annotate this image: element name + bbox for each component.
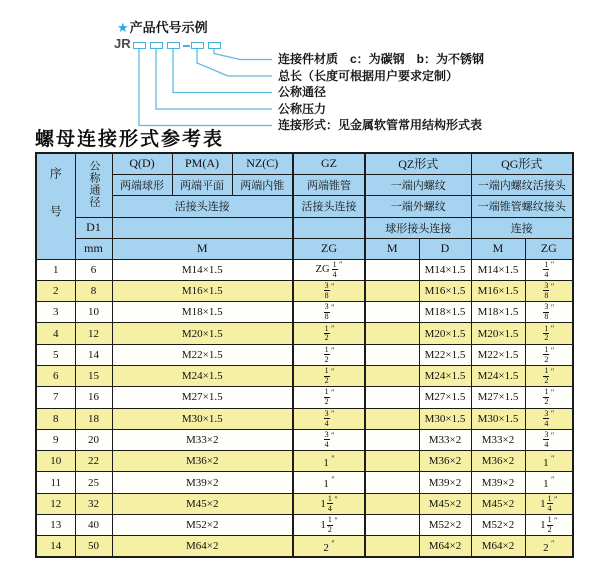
header-unit-m: M <box>112 238 293 259</box>
header-seq: 序号 <box>36 153 75 259</box>
header-dn: 公称通径 <box>75 153 112 217</box>
cell-seq: 6 <box>36 365 75 386</box>
cell-qz-d: M45×2 <box>419 493 471 514</box>
cell-qg-zg: $\frac{1}{4}$ ″ <box>525 259 573 280</box>
header-end-gz: 两端锥管 <box>293 174 365 195</box>
cell-gz-zg: $\frac{1}{2}$ ″ <box>293 323 365 344</box>
cell-qg-zg: $\frac{1}{2}$ ″ <box>525 344 573 365</box>
product-code-prefix: JR <box>114 36 131 51</box>
cell-qg-m: M20×1.5 <box>471 323 525 344</box>
cell-gz-zg: 1 $\frac{1}{4}$ ″ <box>293 493 365 514</box>
cell-dn: 18 <box>75 408 112 429</box>
cell-m: M39×2 <box>112 472 293 493</box>
code-box-5 <box>208 42 221 49</box>
cell-dn: 14 <box>75 344 112 365</box>
cell-qz-d: M27×1.5 <box>419 387 471 408</box>
cell-seq: 5 <box>36 344 75 365</box>
cell-qz-m <box>365 344 419 365</box>
cell-dn: 12 <box>75 323 112 344</box>
cell-seq: 2 <box>36 280 75 301</box>
cell-dn: 20 <box>75 429 112 450</box>
table-row <box>36 429 573 450</box>
table-row <box>36 408 573 429</box>
header-unit-qz-m: M <box>365 238 419 259</box>
cell-gz-zg: ZG $\frac{1}{4}$ ″ <box>293 259 365 280</box>
cell-seq: 1 <box>36 259 75 280</box>
cell-m: M52×2 <box>112 515 293 536</box>
cell-gz-zg: $\frac{3}{4}$ ″ <box>293 429 365 450</box>
cell-dn: 15 <box>75 365 112 386</box>
cell-m: M45×2 <box>112 493 293 514</box>
cell-qz-d: M16×1.5 <box>419 280 471 301</box>
cell-qg-m: M16×1.5 <box>471 280 525 301</box>
legend-label-connection-form: 连接形式：见金属软管常用结构形式表 <box>278 118 483 132</box>
cell-seq: 14 <box>36 536 75 557</box>
cell-gz-zg: $\frac{1}{2}$ ″ <box>293 344 365 365</box>
cell-qz-d: M36×2 <box>419 451 471 472</box>
header-unit-qg-zg: ZG <box>525 238 573 259</box>
header-conn2-qg: 连接 <box>471 217 573 238</box>
cell-seq: 11 <box>36 472 75 493</box>
cell-dn: 25 <box>75 472 112 493</box>
header-unit-qg-m: M <box>471 238 525 259</box>
header-end-qg: 一端内螺纹活接头 <box>471 174 573 195</box>
header-d1: D1 <box>75 217 112 238</box>
legend-label-nominal-pressure: 公称压力 <box>278 101 327 116</box>
table-row <box>36 493 573 514</box>
table-row <box>36 302 573 323</box>
cell-dn: 10 <box>75 302 112 323</box>
code-box-1 <box>133 42 146 49</box>
cell-qz-m <box>365 387 419 408</box>
cell-m: M30×1.5 <box>112 408 293 429</box>
cell-qz-m <box>365 323 419 344</box>
cell-seq: 13 <box>36 515 75 536</box>
cell-qz-d: M18×1.5 <box>419 302 471 323</box>
cell-qz-d: M22×1.5 <box>419 344 471 365</box>
star-icon: ★ <box>117 20 129 35</box>
cell-dn: 16 <box>75 387 112 408</box>
cell-qz-d: M52×2 <box>419 515 471 536</box>
cell-qz-m <box>365 408 419 429</box>
header-conn2-qz: 球形接头连接 <box>365 217 471 238</box>
cell-qg-zg: 2 ″ <box>525 536 573 557</box>
cell-qz-d: M20×1.5 <box>419 323 471 344</box>
cell-gz-zg: $\frac{3}{8}$ ″ <box>293 302 365 323</box>
cell-qz-m <box>365 280 419 301</box>
cell-m: M18×1.5 <box>112 302 293 323</box>
header-code-qz: QZ形式 <box>365 153 471 174</box>
cell-dn: 50 <box>75 536 112 557</box>
cell-qz-m <box>365 365 419 386</box>
cell-m: M14×1.5 <box>112 259 293 280</box>
header-conn-qg: 一端锥管螺纹接头 <box>471 195 573 217</box>
cell-gz-zg: $\frac{1}{2}$ ″ <box>293 387 365 408</box>
header-conn-qpn: 活接头连接 <box>112 195 293 217</box>
cell-dn: 32 <box>75 493 112 514</box>
code-dash <box>183 45 190 47</box>
table-body <box>36 259 573 557</box>
table-row <box>36 259 573 280</box>
cell-qz-d: M30×1.5 <box>419 408 471 429</box>
cell-m: M16×1.5 <box>112 280 293 301</box>
cell-gz-zg: 1 ″ <box>293 472 365 493</box>
cell-m: M33×2 <box>112 429 293 450</box>
product-code-title <box>117 17 208 36</box>
table-row <box>36 387 573 408</box>
cell-qz-m <box>365 302 419 323</box>
cell-qz-d: M33×2 <box>419 429 471 450</box>
header-code-nz: NZ(C) <box>232 153 293 174</box>
cell-qg-m: M24×1.5 <box>471 365 525 386</box>
table-row <box>36 280 573 301</box>
cell-qg-zg: $\frac{3}{8}$ ″ <box>525 302 573 323</box>
cell-qz-d: M39×2 <box>419 472 471 493</box>
header-code-qg: QG形式 <box>471 153 573 174</box>
cell-seq: 9 <box>36 429 75 450</box>
cell-seq: 12 <box>36 493 75 514</box>
cell-gz-zg: 1 $\frac{1}{2}$ ″ <box>293 515 365 536</box>
cell-qg-zg: 1 ″ <box>525 472 573 493</box>
table-row <box>36 515 573 536</box>
cell-gz-zg: 2 ″ <box>293 536 365 557</box>
header-empty-gz <box>293 217 365 238</box>
header-unit-mm: mm <box>75 238 112 259</box>
cell-qg-m: M30×1.5 <box>471 408 525 429</box>
cell-qz-d: M14×1.5 <box>419 259 471 280</box>
table-row <box>36 323 573 344</box>
cell-qg-m: M14×1.5 <box>471 259 525 280</box>
cell-m: M64×2 <box>112 536 293 557</box>
cell-qg-zg: 1 ″ <box>525 451 573 472</box>
cell-qg-m: M22×1.5 <box>471 344 525 365</box>
cell-gz-zg: $\frac{3}{8}$ ″ <box>293 280 365 301</box>
product-code-title-text: 产品代号示例 <box>129 20 208 35</box>
header-unit-qz-d: D <box>419 238 471 259</box>
table-row <box>36 451 573 472</box>
cell-gz-zg: $\frac{3}{4}$ ″ <box>293 408 365 429</box>
cell-qg-zg: $\frac{1}{2}$ ″ <box>525 323 573 344</box>
cell-qg-m: M27×1.5 <box>471 387 525 408</box>
cell-qg-zg: $\frac{3}{8}$ ″ <box>525 280 573 301</box>
cell-dn: 8 <box>75 280 112 301</box>
cell-qz-m <box>365 429 419 450</box>
cell-m: M27×1.5 <box>112 387 293 408</box>
cell-qg-zg: $\frac{3}{4}$ ″ <box>525 408 573 429</box>
header-unit-zg: ZG <box>293 238 365 259</box>
cell-gz-zg: $\frac{1}{2}$ ″ <box>293 365 365 386</box>
legend-label-nominal-diameter: 公称通径 <box>278 85 327 99</box>
cell-m: M20×1.5 <box>112 323 293 344</box>
legend-label-material: 连接件材质 c：为碳钢 b：为不锈钢 <box>278 52 485 66</box>
header-end-qz: 一端内螺纹 <box>365 174 471 195</box>
cell-seq: 8 <box>36 408 75 429</box>
cell-qg-m: M18×1.5 <box>471 302 525 323</box>
cell-m: M36×2 <box>112 451 293 472</box>
header-conn-qz: 一端外螺纹 <box>365 195 471 217</box>
legend-label-total-length: 总长（长度可根据用户要求定制） <box>278 68 459 83</box>
header-end-qd: 两端球形 <box>112 174 172 195</box>
cell-qz-d: M64×2 <box>419 536 471 557</box>
nut-connection-reference-table <box>35 152 574 558</box>
cell-seq: 4 <box>36 323 75 344</box>
code-box-3 <box>167 42 180 49</box>
table-row <box>36 472 573 493</box>
cell-qz-m <box>365 515 419 536</box>
cell-qz-m <box>365 451 419 472</box>
cell-qz-m <box>365 472 419 493</box>
header-end-pm: 两端平面 <box>172 174 232 195</box>
cell-qg-m: M33×2 <box>471 429 525 450</box>
cell-qg-m: M52×2 <box>471 515 525 536</box>
table-row <box>36 365 573 386</box>
header-end-nz: 两端内锥 <box>232 174 293 195</box>
code-box-4 <box>191 42 204 49</box>
cell-qg-zg: 1 $\frac{1}{2}$ ″ <box>525 515 573 536</box>
cell-qz-m <box>365 536 419 557</box>
cell-qg-zg: $\frac{1}{2}$ ″ <box>525 387 573 408</box>
cell-gz-zg: 1 ″ <box>293 451 365 472</box>
header-code-pm: PM(A) <box>172 153 232 174</box>
cell-qg-zg: $\frac{1}{2}$ ″ <box>525 365 573 386</box>
cell-dn: 22 <box>75 451 112 472</box>
cell-qg-zg: $\frac{3}{4}$ ″ <box>525 429 573 450</box>
cell-qg-m: M36×2 <box>471 451 525 472</box>
cell-qg-zg: 1 $\frac{1}{4}$ ″ <box>525 493 573 514</box>
cell-qz-d: M24×1.5 <box>419 365 471 386</box>
header-empty-qpn <box>112 217 293 238</box>
table-row <box>36 344 573 365</box>
cell-qg-m: M45×2 <box>471 493 525 514</box>
cell-qg-m: M64×2 <box>471 536 525 557</box>
cell-seq: 10 <box>36 451 75 472</box>
cell-qz-m <box>365 259 419 280</box>
cell-seq: 7 <box>36 387 75 408</box>
cell-qg-m: M39×2 <box>471 472 525 493</box>
cell-dn: 6 <box>75 259 112 280</box>
table-row <box>36 536 573 557</box>
table-title: 螺母连接形式参考表 <box>35 129 225 150</box>
header-code-qd: Q(D) <box>112 153 172 174</box>
cell-m: M24×1.5 <box>112 365 293 386</box>
code-box-2 <box>150 42 163 49</box>
cell-seq: 3 <box>36 302 75 323</box>
cell-qz-m <box>365 493 419 514</box>
header-code-gz: GZ <box>293 153 365 174</box>
header-conn-gz: 活接头连接 <box>293 195 365 217</box>
cell-m: M22×1.5 <box>112 344 293 365</box>
cell-dn: 40 <box>75 515 112 536</box>
